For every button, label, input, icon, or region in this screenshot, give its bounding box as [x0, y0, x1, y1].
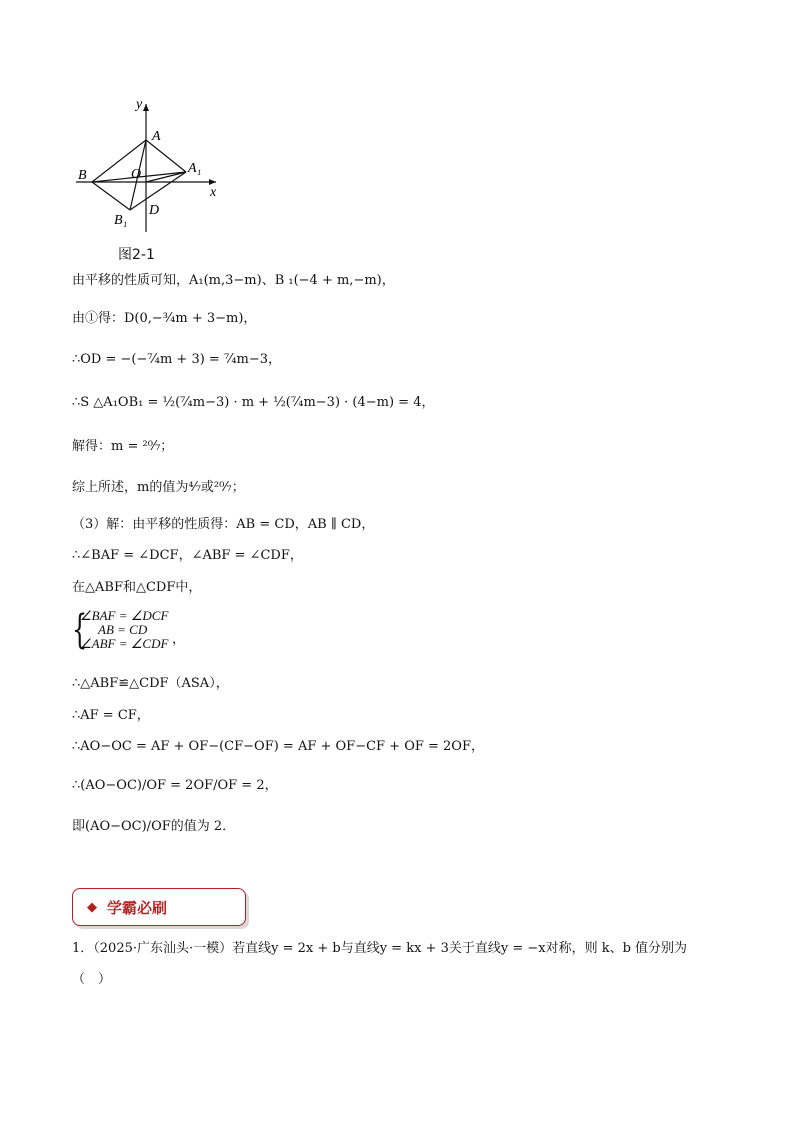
label-D: D: [149, 203, 160, 218]
text-line: 综上所述，m的值为⁴⁄₇或²⁰⁄₇；: [72, 480, 245, 495]
answer-blank: （ ）: [72, 972, 112, 987]
text-line: ∴OD = −(−⁷⁄₄m + 3) = ⁷⁄₄m−3，: [72, 352, 282, 367]
text-line: 解得：m = ²⁰⁄₇；: [72, 439, 174, 454]
segment-AA1: [146, 140, 186, 172]
label-O: O: [131, 167, 142, 182]
section-banner: [72, 888, 246, 926]
left-brace: {: [72, 607, 88, 653]
label-x: x: [210, 185, 217, 200]
label-A: A: [152, 129, 161, 144]
text-line: 在△ABF和△CDF中，: [72, 580, 202, 595]
text-line: ∴△ABF≌△CDF（ASA），: [72, 676, 229, 691]
coordinate-figure: [70, 96, 230, 266]
banner-title: 学霸必刷: [107, 898, 168, 917]
question-text: 1．（2025·广东汕头·一模）若直线y = 2x + b与直线y = kx + 3关于直线y = −x对称，则 k、b 值分别为: [72, 941, 688, 956]
text-line: ∴AO−OC = AF + OF−(CF−OF) = AF + OF−CF + OF = 2OF，: [72, 739, 484, 754]
system-row: ∠ABF = ∠CDF: [80, 636, 169, 651]
segment-BB1: [92, 182, 130, 210]
figure-caption: 图2-1: [118, 247, 155, 263]
text-line: ∴(AO−OC)/OF = 2OF/OF = 2，: [72, 778, 278, 793]
text-line: （3）解：由平移的性质得：AB = CD，AB ∥ CD，: [72, 517, 375, 532]
system-row: ∠BAF = ∠DCF: [80, 608, 169, 623]
text-line: 由①得：D(0,−³⁄₄m + 3−m)，: [72, 311, 257, 326]
label-y: y: [136, 97, 143, 112]
label-B1: B₁: [114, 213, 128, 228]
figure-svg: [70, 96, 230, 246]
diamond-icon: ◆: [87, 899, 97, 915]
system-tail: ，: [172, 632, 186, 647]
segment-OA1: [146, 172, 186, 182]
system-row: AB = CD: [98, 622, 148, 637]
label-B: B: [78, 168, 87, 183]
text-line: ∴S △A₁OB₁ = ½(⁷⁄₄m−3) · m + ½(⁷⁄₄m−3) · (4−m) = 4，: [72, 395, 435, 410]
text-line: 由平移的性质可知，A₁(m,3−m)、B ₁(−4 + m,−m)，: [72, 273, 395, 288]
label-A1: A₁: [188, 161, 202, 176]
text-line: 即(AO−OC)/OF的值为 2．: [72, 819, 236, 834]
text-line: ∴∠BAF = ∠DCF，∠ABF = ∠CDF，: [72, 548, 303, 563]
text-line: ∴AF = CF，: [72, 708, 150, 723]
y-axis-arrow: [143, 104, 149, 111]
